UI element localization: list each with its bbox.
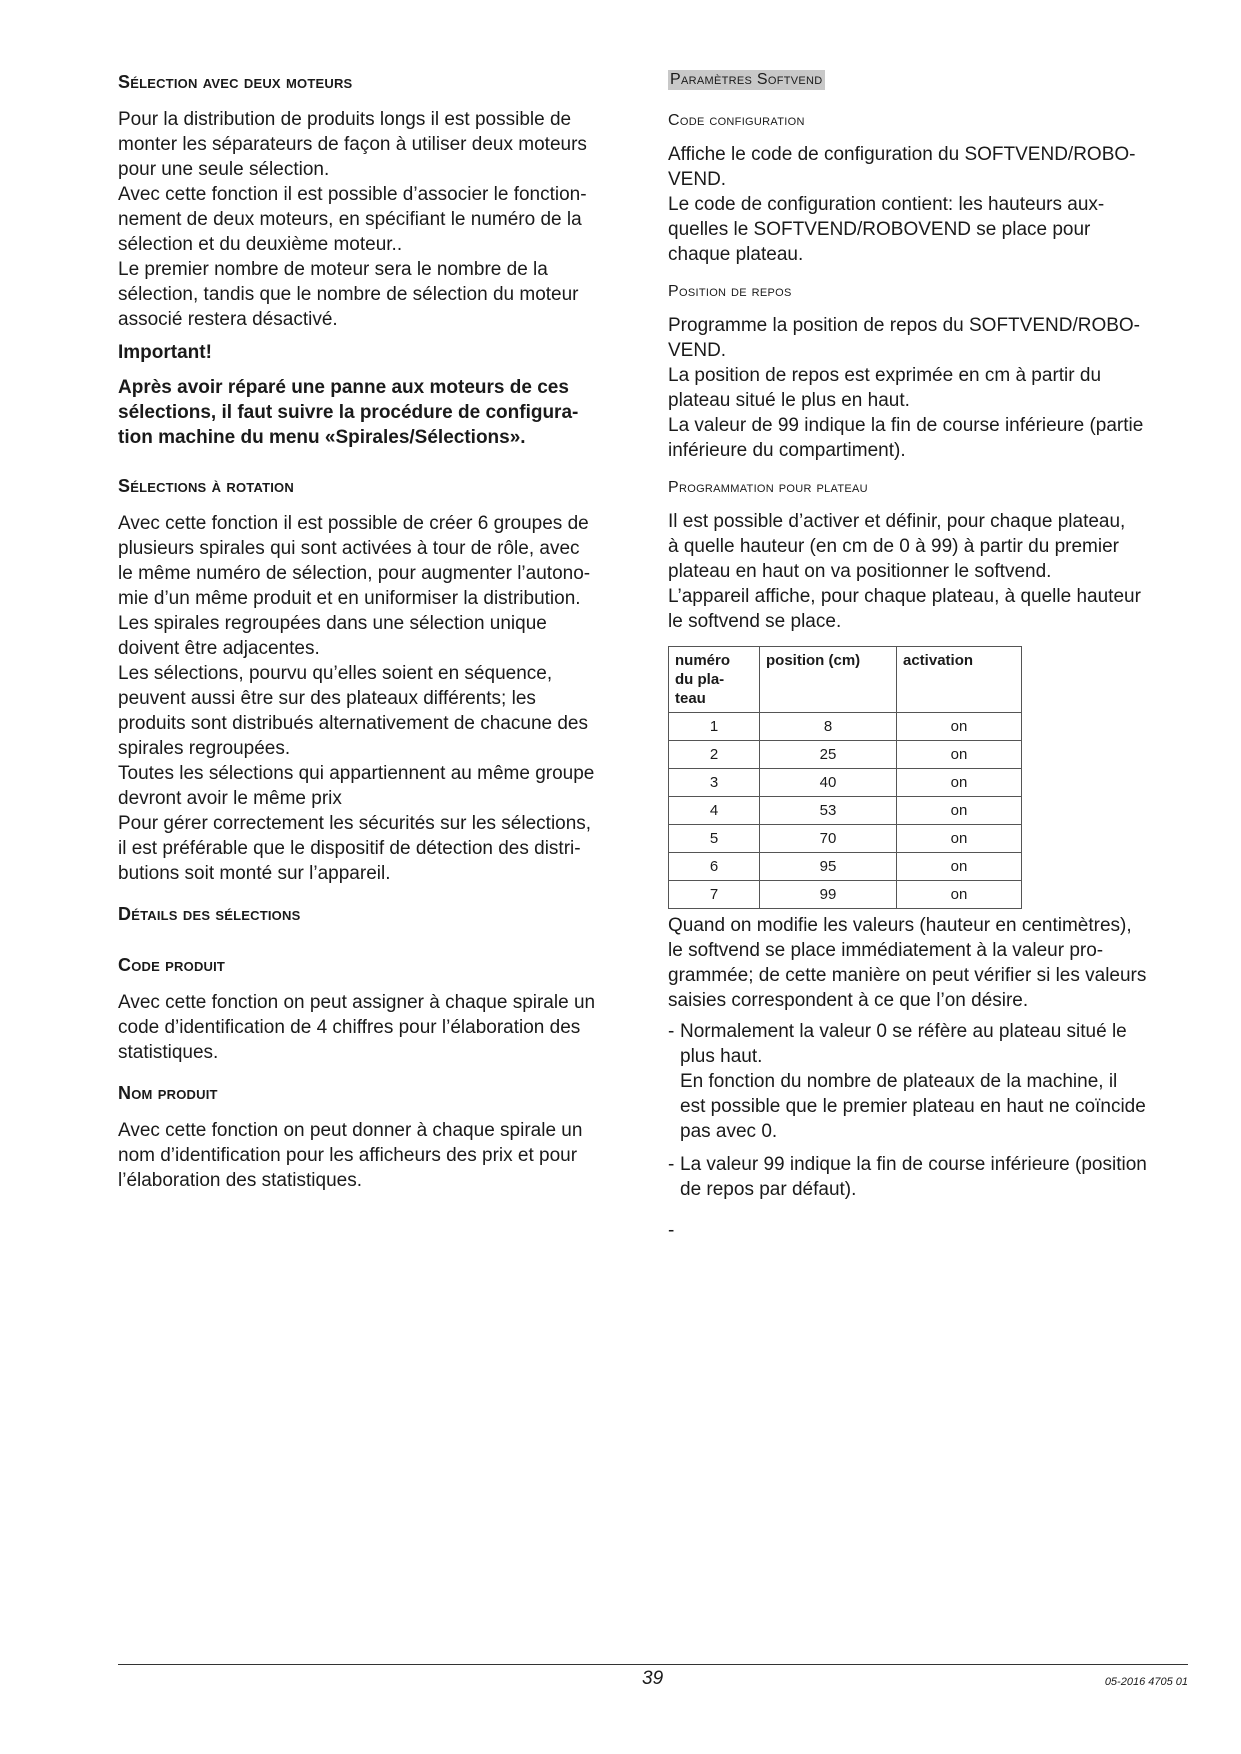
text-line: monter les séparateurs de façon à utiliser deux moteurs	[118, 134, 587, 155]
text-line: quelles le SOFTVEND/ROBOVEND se place pour	[668, 219, 1091, 240]
text-line: Le premier nombre de moteur sera le nombre de la	[118, 259, 548, 280]
text-line: à quelle hauteur (en cm de 0 à 99) à partir du premier	[668, 536, 1119, 557]
heading-parametres-softvend: Paramètres Softvend	[670, 71, 823, 88]
cell-plateau: 5	[669, 825, 760, 853]
text-line: statistiques.	[118, 1042, 219, 1063]
text-line: Programme la position de repos du SOFTVEND/ROBO-	[668, 315, 1141, 336]
text-line: Quand on modifie les valeurs (hauteur en centimètres),	[668, 915, 1132, 936]
text-line: est possible que le premier plateau en haut ne coïncide	[680, 1096, 1146, 1117]
cell-position: 99	[760, 881, 897, 909]
cell-plateau: 6	[669, 853, 760, 881]
heading-nom-produit: Nom produit	[118, 1083, 218, 1103]
left-column	[118, 62, 636, 1193]
text-line: sélections, il faut suivre la procédure de configura-	[118, 402, 579, 423]
table-header-row	[669, 647, 1022, 713]
heading-details-selections: Détails des sélections	[118, 904, 301, 924]
cell-position: 95	[760, 853, 897, 881]
text-line: doivent être adjacentes.	[118, 638, 320, 659]
cell-position: 53	[760, 797, 897, 825]
text-line: La valeur de 99 indique la fin de course inférieure (partie	[668, 415, 1144, 436]
text-line: spirales regroupées.	[118, 738, 291, 759]
text-line: Le code de configuration contient: les hauteurs aux-	[668, 194, 1105, 215]
para-programmation-plateau	[668, 509, 1188, 634]
text-line: le même numéro de sélection, pour augmenter l’autono-	[118, 563, 591, 584]
text-line: nement de deux moteurs, en spécifiant le numéro de la	[118, 209, 582, 230]
table-row	[669, 797, 1022, 825]
text-line: Toutes les sélections qui appartiennent au même groupe	[118, 763, 595, 784]
heading-position-repos: Position de repos	[668, 283, 792, 300]
text-line: VEND.	[668, 169, 727, 190]
text-line: l’élaboration des statistiques.	[118, 1170, 362, 1191]
text-line: devront avoir le même prix	[118, 788, 342, 809]
text-line: Les sélections, pourvu qu’elles soient en séquence,	[118, 663, 553, 684]
text-line: plus haut.	[680, 1046, 763, 1067]
para-selections-rotation	[118, 511, 636, 886]
cell-plateau: 3	[669, 769, 760, 797]
important-note	[118, 375, 636, 450]
text-line: En fonction du nombre de plateaux de la machine, il	[680, 1071, 1118, 1092]
text-line: La position de repos est exprimée en cm à partir du	[668, 365, 1102, 386]
heading-code-configuration: Code configuration	[668, 112, 805, 129]
header-line: du pla-	[675, 671, 725, 688]
text-line: butions soit monté sur l’appareil.	[118, 863, 391, 884]
heading-code-produit: Code produit	[118, 955, 226, 975]
para-after-table	[668, 913, 1188, 1013]
text-line: associé restera désactivé.	[118, 309, 338, 330]
text-line: Avec cette fonction il est possible d’associer le fonction-	[118, 184, 587, 205]
text-line: peuvent aussi être sur des plateaux différents; les	[118, 688, 536, 709]
cell-position: 40	[760, 769, 897, 797]
table-row	[669, 713, 1022, 741]
header-line: activation	[903, 652, 974, 669]
text-line: produits sont distribués alternativement de chacune des	[118, 713, 588, 734]
footer-rule	[118, 1664, 1188, 1665]
text-line: nom d’identification pour les afficheurs des prix et pour	[118, 1145, 578, 1166]
header-line: numéro	[675, 652, 731, 669]
dash-marker: -	[668, 1021, 675, 1042]
text-line: sélection, tandis que le nombre de sélection du moteur	[118, 284, 579, 305]
text-line: pas avec 0.	[680, 1121, 778, 1142]
heading-selections-rotation: Sélections à rotation	[118, 476, 294, 496]
para-code-produit	[118, 990, 636, 1065]
trailing-dash: -	[668, 1220, 675, 1241]
header-position	[760, 647, 897, 713]
text-line: le softvend se place.	[668, 611, 842, 632]
text-line: Pour gérer correctement les sécurités sur les sélections,	[118, 813, 592, 834]
text-line: sélection et du deuxième moteur..	[118, 234, 403, 255]
text-line: Il est possible d’activer et définir, pour chaque plateau,	[668, 511, 1126, 532]
cell-activation: on	[897, 769, 1022, 797]
table-row	[669, 825, 1022, 853]
bullet-valeur-0	[668, 1019, 1188, 1144]
text-line: Avec cette fonction il est possible de créer 6 groupes de	[118, 513, 589, 534]
text-line: tion machine du menu «Spirales/Sélections».	[118, 427, 526, 448]
text-line: L’appareil affiche, pour chaque plateau, à quelle hauteur	[668, 586, 1141, 607]
text-line: Pour la distribution de produits longs il est possible de	[118, 109, 572, 130]
text-line: Les spirales regroupées dans une sélection unique	[118, 613, 547, 634]
text-line: de repos par défaut).	[680, 1179, 857, 1200]
text-line: inférieure du compartiment).	[668, 440, 906, 461]
cell-activation: on	[897, 825, 1022, 853]
cell-activation: on	[897, 713, 1022, 741]
cell-activation: on	[897, 853, 1022, 881]
dash-marker: -	[668, 1154, 675, 1175]
text-line: pour une seule sélection.	[118, 159, 330, 180]
cell-activation: on	[897, 881, 1022, 909]
header-line: position (cm)	[766, 652, 861, 669]
text-line: La valeur 99 indique la fin de course inférieure (position	[680, 1154, 1147, 1175]
cell-position: 70	[760, 825, 897, 853]
important-label: Important!	[118, 342, 212, 363]
header-line: teau	[675, 690, 706, 707]
cell-activation: on	[897, 741, 1022, 769]
header-activation	[897, 647, 1022, 713]
cell-plateau: 1	[669, 713, 760, 741]
heading-programmation-plateau: Programmation pour plateau	[668, 479, 868, 496]
text-line: Avec cette fonction on peut assigner à chaque spirale un	[118, 992, 596, 1013]
cell-activation: on	[897, 797, 1022, 825]
text-line: le softvend se place immédiatement à la valeur pro-	[668, 940, 1104, 961]
para-nom-produit	[118, 1118, 636, 1193]
cell-position: 8	[760, 713, 897, 741]
cell-plateau: 4	[669, 797, 760, 825]
para-code-configuration	[668, 142, 1188, 267]
text-line: il est préférable que le dispositif de détection des distri-	[118, 838, 581, 859]
text-line: saisies correspondent à ce que l’on désire.	[668, 990, 1029, 1011]
bullet-valeur-99	[668, 1152, 1188, 1202]
para-deux-moteurs	[118, 107, 636, 332]
plateau-table	[668, 646, 1022, 909]
heading-deux-moteurs: Sélection avec deux moteurs	[118, 72, 353, 92]
text-line: Après avoir réparé une panne aux moteurs de ces	[118, 377, 569, 398]
text-line: mie d’un même produit et en uniformiser la distribution.	[118, 588, 581, 609]
table-row	[669, 741, 1022, 769]
text-line: grammée; de cette manière on peut vérifier si les valeurs	[668, 965, 1147, 986]
page-number: 39	[642, 1668, 664, 1689]
cell-plateau: 2	[669, 741, 760, 769]
header-numero-plateau	[669, 647, 760, 713]
table-row	[669, 853, 1022, 881]
document-code: 05-2016 4705 01	[1104, 1676, 1188, 1688]
text-line: Normalement la valeur 0 se réfère au plateau situé le	[680, 1021, 1127, 1042]
table-row	[669, 769, 1022, 797]
text-line: plateau situé le plus en haut.	[668, 390, 910, 411]
right-column	[668, 62, 1188, 1243]
text-line: chaque plateau.	[668, 244, 804, 265]
text-line: VEND.	[668, 340, 727, 361]
text-line: Avec cette fonction on peut donner à chaque spirale un	[118, 1120, 583, 1141]
text-line: plusieurs spirales qui sont activées à tour de rôle, avec	[118, 538, 580, 559]
table-row	[669, 881, 1022, 909]
cell-plateau: 7	[669, 881, 760, 909]
cell-position: 25	[760, 741, 897, 769]
text-line: plateau en haut on va positionner le softvend.	[668, 561, 1052, 582]
para-position-repos	[668, 313, 1188, 463]
text-line: code d’identification de 4 chiffres pour l’élaboration des	[118, 1017, 581, 1038]
text-line: Affiche le code de configuration du SOFTVEND/ROBO-	[668, 144, 1136, 165]
